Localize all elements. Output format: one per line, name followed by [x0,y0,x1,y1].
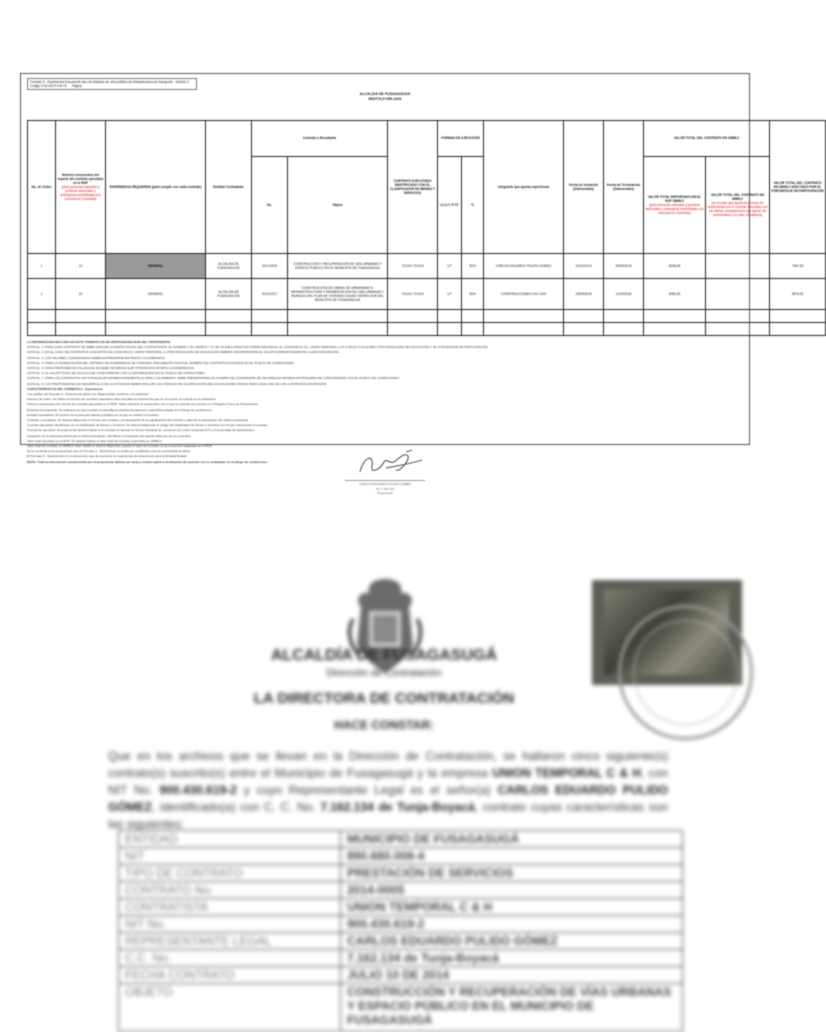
header-contract-group: Contrato o Resultante [252,121,388,157]
header-consecutive: Número consecutivo del reporte del contrato ejecutado en el RUP (para personas naturales y jurídicas nacionales y extranjeras domiciliadas con sucursal en Colombia) [56,121,106,254]
table-row: NIT 890.680.008-4 [119,848,683,865]
note-line: NOTA No. 3: LOS VALORES CONSIGNADOS DEBEN EXPRESARSE EN PESOS COLOMBIANOS. [27,355,166,360]
form-code-label: Código [30,84,41,88]
table-row-empty [28,310,826,323]
signer-id: CC 7.162.134 [375,486,395,491]
header-value-rup-note: (para personas naturales y jurídicas nacionales y extranjeras domiciliadas con sucursal en Colombia) [645,202,704,215]
cell-order: 2 [28,279,56,310]
note-line: NOTA No. 2: EN EL CASO DE CONTRATOS SUSCRITOS EN CONSORCIO, UNIÓN TEMPORAL U OTRA MODALIDAD DE ASOCIACIÓN DEBERÁ DISCRIMINARSE EL VALOR CORRESPONDIENTE A CADA INTEGRANTE. [27,350,340,355]
table-row: C.C. No. 7.162.134 de Tunja-Boyacá [119,950,683,967]
table-row [28,253,826,279]
note-line: LA INFORMACIÓN INCLUIDA EN ESTE FORMATO ES DE RESPONSABILIDAD DEL PROPONENTE. [27,340,172,344]
cell-start: 10/10/2014 [564,253,604,279]
body-company: UNION TEMPORAL C & H [492,766,642,780]
header-entity: Entidad Contratante [206,121,252,254]
cell-object: CONSTRUCCION Y RECUPERACION DE VIAS URBANAS Y ESPACIO PUBLICO EN EL MUNICIPIO DE FUSAGASUGA [288,253,388,279]
header-order: No. de Orden [28,121,56,254]
table-row: ENTIDAD MUNICIPIO DE FUSAGASUGÁ [119,831,683,848]
form-title-line: Formato 3 - Experiencia Documento tipo de licitación de obra pública de infraestructura de transporte - Versión 2 [30,80,189,84]
note-line: Número consecutivo del reporte del contrato ejecutado en el RUP: Debe indicarse el consecutivo con el que el contrato fue inscrito en el Registro Único de Proponentes. [27,402,259,407]
cell-start: 15/09/2015 [564,279,604,310]
note-line: Contrato o resultante: Se deberá diligenciar el número del contrato o la descripción de la adjudicación del contrato y además la descripción del objeto contractual. [27,418,249,423]
signature-line [345,480,425,481]
form-id-box [27,78,197,90]
header-forms-group: FORMAS DE EJECUCIÓN [438,121,484,157]
note-line: Integrante de la estructura plural que lo está presentando: Identificar el integrante que aporta cada uno de los contratos. [27,433,192,438]
note-line: NOTA No. 8: LOS PROPONENTES EN DESARROLLO DE LA ACTIVIDAD DEBEN INCLUIR LOS CÓDIGOS DE CLASIFICACIÓN DE LAS NACIONES UNIDAS PARA CADA UNO DE LOS CONTRATOS APORTADOS. [27,381,328,386]
cell-form: UT [438,253,462,279]
note-line: NOTA No. 6: EL VALOR TOTAL SE CALCULA DE CONFORMIDAD CON LO ESTABLECIDO EN EL PLIEGO DE CONDICIONES. [27,371,206,376]
cell-end: 11/03/2016 [604,279,644,310]
note-line: Formas de ejecución: El proponente deberá indicar si el contrato se ejecutó en forma individual (I), consorcio (C), unión temporal (UT) y el porcentaje de participación. [27,428,255,433]
cell-entity: ALCALDIA DE FUSAGASUGÁ [206,279,252,310]
cell-value-rup: 4085,00 [644,279,706,310]
note-line: NOTA No. 4: PARA LA ACREDITACIÓN DEL CRITERIO DE EXPERIENCIA SE TOMARÁN ÚNICAMENTE HASTA EL NÚMERO DE CONTRATOS EXIGIDOS EN EL PLIEGO DE CONDICIONES. [27,360,295,365]
form-notes [27,340,743,465]
signer-role: Proponente [377,491,393,495]
header-member: Integrante que aporta experiencia [484,121,564,254]
header-value-contract: VALOR TOTAL DEL CONTRATO EN SMMLV (es el valor que aporta al proceso de conformidad con el contrato ejecutado con las demás contrataciones que aportó de conformidad y su valor en salarios) [706,156,770,253]
header-value-contract-note: (es el valor que aporta al proceso de conformidad con el contrato ejecutado con las demás contrataciones que aportó de conformidad y su valor en salarios) [707,200,768,217]
cell-experience: GENERAL [106,253,206,279]
signature-caption [330,480,440,496]
table-row: CONTRATISTA UNION TEMPORAL C & H [119,899,683,916]
table-row: FECHA CONTRATO JULIO 10 DE 2014 [119,967,683,984]
cell-value-participation: 7387,63 [770,253,826,279]
header-start: Fecha de Iniciación (Dia/mes/año) [564,121,604,254]
header-end: Fecha de Terminación (Dia/mes/año) [604,121,644,254]
note-line: Se le recuerda a los proponentes que el Formato 3 - Experiencia no podrá ser modificado una vez presentada la oferta. [27,449,191,454]
form-code: CCE-EICP-FM-73 [41,84,67,88]
body-id: 7.162.134 de Tunja-Boyacá [320,800,475,814]
cell-value-contract [706,253,770,279]
header-number: No. [252,156,288,253]
cell-value-contract [706,279,770,310]
cell-experience: GENERAL [106,279,206,310]
note-line: Número de orden: Se refiere al número de contratos aportados para acreditar la experiencia que se va a tener en cuenta en la evaluación. [27,397,217,402]
header-object: Objeto [288,156,388,253]
sheet-subtitle: RESTVLP-050-2020 [368,97,402,101]
certificate-body: Que en los archivos que se llevan en la Dirección de Contratación, se hallaron cinco siguiente(s) contrato(s) suscrito(s) entre el Municipio de Fusagasugá y la empresa UNION TEMPORAL C & H, con NIT No. 900.430.619-2 y cuyo Representante Legal es el señor(a) CARLOS EDUARDO PULIDO GÓMEZ, identificado(a) con C. C. No. 7.162.134 de Tunja-Boyacá, contrato cuyas características son las siguientes: [108,749,668,831]
certificate-org: ALCALDÍA DE FUSAGASUGÁ [270,647,498,664]
certificate-table [118,830,683,1032]
experience-table [27,120,826,336]
cell-order: 1 [28,253,56,279]
sheet-title: ALCALDIA DE FUSAGASUGÁ [359,92,411,96]
header-consecutive-note: (para personas naturales y jurídicas nacionales y extranjeras domiciliadas con sucursal en Colombia) [60,184,101,201]
note-line: NOTA No. 1: PARA CADA CONTRATO SE DEBE INDICAR LA RAZÓN SOCIAL DEL CONTRATANTE, EL NÚMERO Y EL OBJETO Y SI SE HA EJECUTADO EN FORMA INDIVIDUAL (I), CONSORCIO (C), UNIÓN TEMPORAL (UT) O BAJO CUALQUIER OTRA MODALIDAD DE ASOCIACIÓN Y EL PORCENTAJE DE PARTICIPACIÓN. [27,345,489,350]
cell-classifier: 721410 721419 [388,279,438,310]
cell-member: CONSTRUCCIONES CAG SAS [484,279,564,310]
cell-member: CARLOS EDUARDO PULIDO GOMEZ [484,253,564,279]
cell-pct: 90% [462,279,484,310]
note-line: NOTA: Toda la información suministrada por el proponente deberá ser veraz y estará sujeta a verificación de acuerdo con lo estipulado en el pliego de condiciones. [27,459,268,464]
cell-consecutive: 15 [56,279,106,310]
cell-form: UT [438,279,462,310]
header-experience: EXPERIENCIA REQUERIDA (para cumplir con cada contrato) [106,121,206,254]
sheet-titles [21,92,749,102]
note-line: Valor total del contrato en SMMLV: Este casilla se deberá diligenciar cuando el valor del contrato no se encuentre registrado en el RUP. [27,444,213,449]
cell-consecutive: 14 [56,253,106,279]
form-header [27,78,743,90]
note-line: CARACTERÍSTICAS DEL FORMATO 3 - Experiencia [27,386,103,391]
experience-form-sheet [20,73,824,464]
note-line: NOTA No. 5: PARA PROPONENTES PLURALES SE DEBE INFORMAR QUÉ INTEGRANTE APORTA LA EXPERIENCIA. [27,366,195,371]
contract-certificate [0,540,768,1027]
table-row: NIT No. 900.430.619-2 [119,916,683,933]
table-row: CONTRATO No. 2014-0005 [119,882,683,899]
certificate-heading: HACE CONSTAR: [334,718,434,732]
certificate-dept: Dirección de Contratación [326,668,442,679]
cell-classifier: 721410 721419 [388,253,438,279]
signer-name: CARLOS EDUARDO PULIDO GOMEZ [358,482,411,486]
cell-pct: 90% [462,253,484,279]
signature-image [350,448,430,478]
note-line: Entidad contratante: El nombre de la persona natural o jurídica con la que se celebró el contrato. [27,412,160,417]
table-row: OBJETO CONSTRUCCIÓN Y RECUPERACIÓN DE VÍAS URBANAS Y ESPACIO PÚBLICO EN EL MUNICIPIO DE FUSAGASUGÁ [119,984,683,1032]
note-line: Las casillas del Formato 3 - Experiencia deben ser diligenciadas conforme a lo siguiente: [27,392,149,397]
table-row [28,279,826,310]
cell-value-rup: 8208,48 [644,253,706,279]
form-page-label: Página [71,84,82,88]
note-line: Experiencia requerida: Se indicará con qué contrato se acredita la experiencia general o específica exigida en el pliego de condiciones. [27,407,213,412]
header-value-participation: VALOR TOTAL DEL CONTRATO EN SMMLV AFECTADO POR EL PORCENTAJE DE PARTICIPACIÓN [770,121,826,254]
header-forms-type: I.C.U.T. P.T.F. [438,156,462,253]
certificate-director: LA DIRECTORA DE CONTRATACIÓN [253,690,515,707]
body-representative: CARLOS EDUARDO PULIDO GÓMEZ [108,783,668,814]
note-line: El Formato 3 - Experiencia es un documento que da cuenta de la experiencia del proponente para la Entidad Estatal. [27,454,188,459]
table-row: TIPO DE CONTRATO PRESTACIÓN DE SERVICIOS [119,865,683,882]
note-line: Contrato ejecutado identificado con el clasificador de bienes y servicios: Se deberá diligenciar el código del clasificador de bienes y servicios con el que está inscrito el contrato. [27,423,269,428]
table-row: REPRESENTANTE LEGAL CARLOS EDUARDO PULIDO GÓMEZ [119,933,683,950]
header-classifier: CONTRATO EJECUTADO IDENTIFICADO CON EL CLASIFICADOR DE BIENES Y SERVICIOS [388,121,438,254]
note-line: Valor total reportado en el RUP: Se deberá indicar el valor total del contrato expresado en SMMLV. [27,438,163,443]
cell-number: 2015-0017 [252,279,288,310]
header-forms-pct: % [462,156,484,253]
header-value-group: VALOR TOTAL DEL CONTRATO EN SMMLV [644,121,770,157]
cell-number: 2014-0005 [252,253,288,279]
table-row-empty [28,323,826,336]
body-nit: 900.430.619-2 [159,783,237,797]
cell-entity: ALCALDIA DE FUSAGASUGÁ [206,253,252,279]
cell-object: CONSTRUCCION DE OBRAS DE URBANISMO E INFRAESTRUCTURA Y PAVIMENTACION DE VIAS URBANAS Y RURALES DEL PLAN DE VIVIENDA CIUDAD SIERRA SUR DEL MUNICIPIO DE FUSAGASUGA [288,279,388,310]
cell-value-participation: 3676,50 [770,279,826,310]
header-value-rup: VALOR TOTAL REPORTADO EN EL RUP SMMLV (para personas naturales y jurídicas nacionales y extranjeras domiciliadas con sucursal en Colombia) [644,156,706,253]
cell-end: 30/09/2015 [604,253,644,279]
note-line: NOTA No. 7: PARA LOS CONTRATOS FACTURADOS EN MONEDA DIFERENTE AL PESO COLOMBIANO, DEBE PRESENTARSE UN CUADRO DE CONVERSIÓN DE VALORES EN MONEDA EXTRANJERA DE CONFORMIDAD CON EL PLIEGO DE CONDICIONES. [27,376,400,381]
